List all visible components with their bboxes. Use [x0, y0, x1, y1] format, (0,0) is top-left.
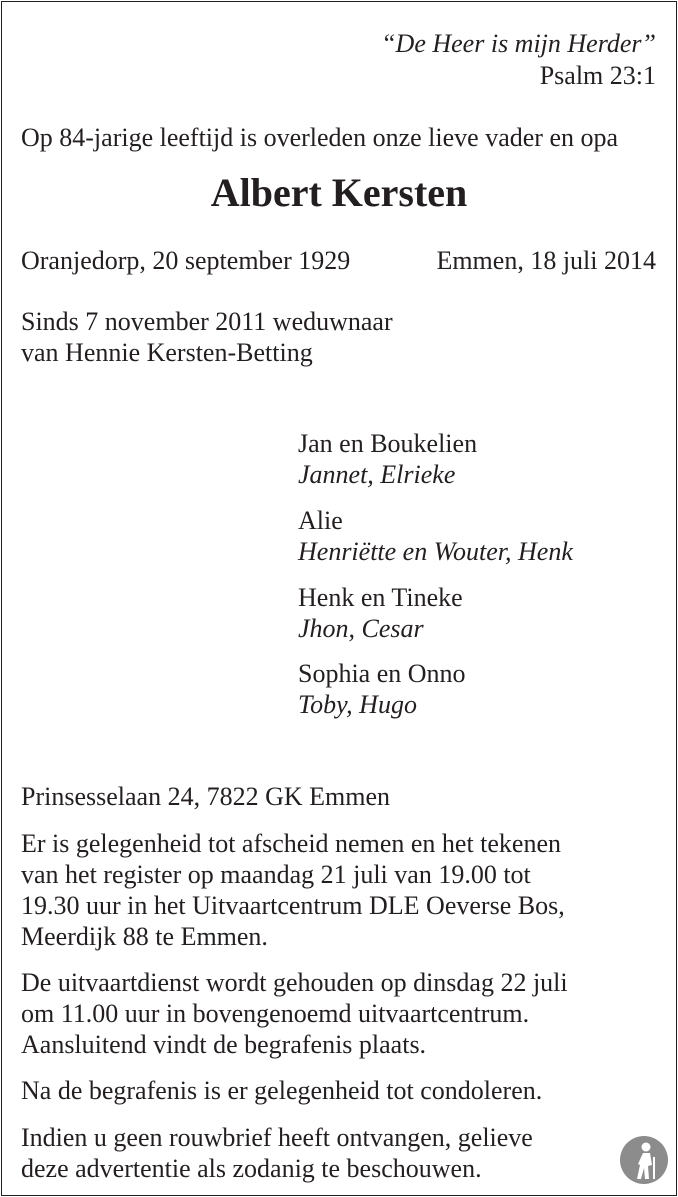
service-text-line-1: De uitvaartdienst wordt gehouden op dinsdag 22 juli — [21, 968, 568, 997]
notice-text-line-2: deze advertentie als zodanig te beschouwen. — [21, 1154, 482, 1183]
obituary-card — [1, 1, 677, 1196]
address: Prinsesselaan 24, 7822 GK Emmen — [21, 782, 391, 811]
quote: “De Heer is mijn Herder” — [381, 29, 656, 58]
viewing-text-line-4: Meerdijk 88 te Emmen. — [21, 922, 268, 951]
notice-text-line-1: Indien u geen rouwbrief heeft ontvangen, gelieve — [21, 1123, 533, 1152]
family-parents-2: Alie — [298, 506, 343, 535]
family-parents-3: Henk en Tineke — [298, 583, 463, 612]
service-text-line-2: om 11.00 uur in bovengenoemd uitvaartcentrum. — [21, 999, 530, 1028]
intro-text: Op 84-jarige leeftijd is overleden onze lieve vader en opa — [21, 123, 619, 152]
birth-info: Oranjedorp, 20 september 1929 — [21, 246, 351, 275]
family-parents-4: Sophia en Onno — [298, 659, 466, 688]
condolence-text: Na de begrafenis is er gelegenheid tot condoleren. — [21, 1076, 543, 1105]
viewing-text-line-3: 19.30 uur in het Uitvaartcentrum DLE Oeverse Bos, — [21, 891, 565, 920]
walking-figure-logo-icon — [619, 1135, 669, 1185]
psalm-reference: Psalm 23:1 — [539, 61, 656, 90]
family-children-4: Toby, Hugo — [298, 690, 417, 719]
widower-line-2: van Hennie Kersten-Betting — [21, 338, 313, 367]
family-children-2: Henriëtte en Wouter, Henk — [298, 537, 573, 566]
family-children-1: Jannet, Elrieke — [298, 460, 456, 489]
death-info: Emmen, 18 juli 2014 — [436, 246, 656, 275]
service-text-line-3: Aansluitend vindt de begrafenis plaats. — [21, 1030, 427, 1059]
viewing-text-line-2: van het register op maandag 21 juli van 19.00 tot — [21, 860, 531, 889]
family-children-3: Jhon, Cesar — [298, 614, 424, 643]
deceased-name: Albert Kersten — [210, 170, 468, 215]
widower-line-1: Sinds 7 november 2011 weduwnaar — [21, 307, 393, 336]
family-parents-1: Jan en Boukelien — [298, 429, 478, 458]
viewing-text-line-1: Er is gelegenheid tot afscheid nemen en het tekenen — [21, 829, 562, 858]
